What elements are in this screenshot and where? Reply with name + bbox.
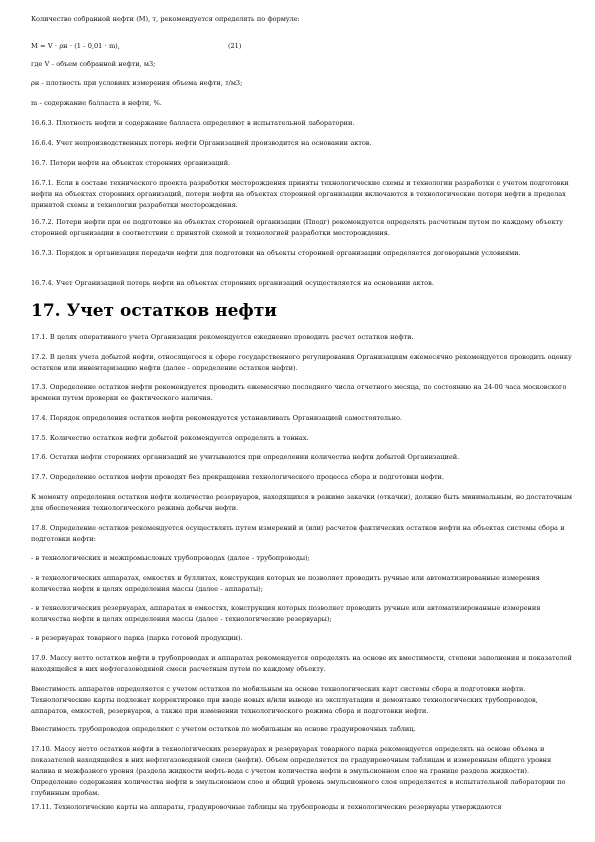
paragraph-17-1: 17.1. В целях оперативного учета Организации рекомендуется ежедневно проводить расчет остатков нефти. [31,333,414,341]
paragraph-16-7-2: 16.7.2. Потери нефти при ее подготовке на объектах сторонней организации (Пподг) рекомендуется определять расчетным путем по каждому объекту сторонней организации в соответствии с принятой схемой и технологией разработки месторождения. [31,218,563,237]
paragraph-17-7: 17.7. Определение остатков нефти проводят без прекращения технологического процесса сбора и подготовки нефти. [31,473,444,481]
paragraph-16-7: 16.7. Потери нефти на объектах сторонних организаций. [31,159,231,167]
paragraph-17-3: 17.3. Определение остатков нефти рекомендуется проводить ежемесячно последнего числа отчетного месяца, по состоянию на 24-00 часа московского времени путем проверки ее фактического наличия. [31,383,567,402]
paragraph-m: m - содержание балласта в нефти, %. [31,99,162,107]
paragraph-17-8: 17.8. Определение остатков рекомендуется осуществлять путем измерений и (или) расчетов фактических остатков нефти на объектах системы сбора и подготовки нефти: [31,524,565,543]
paragraph-rho: ρн - плотность при условиях измерения объема нефти, т/м3; [31,79,243,87]
paragraph-17-2: 17.2. В целях учета добытой нефти, относящегося к сфере государственного регулирования Организациям ежемесячно рекомендуется проводить оценку остатков или инвентаризацию нефти (далее - определение остатков нефти). [31,353,572,372]
list-item-tech-tanks: - в технологических резервуарах, аппаратах и емкостях, конструкция которых позволяет проводить ручные или автоматизированные измерения количества нефти в целях определения массы (далее - технологические резервуары); [31,604,541,623]
formula-line [31,41,573,52]
paragraph-where-v: где V - объем собранной нефти, м3; [31,60,156,68]
paragraph-16-7-1: 16.7.1. Если в составе технического проекта разработки месторождения приняты технологические схемы и технологии разработки с учетом подготовки нефти на объектах сторонних организаций, потери нефти на объектах сторонней организации включаются в технологические потери нефти в пределах принятой схемы и технологии разработки месторождения. [31,179,569,209]
paragraph-16-6-4: 16.6.4. Учет непроизводственных потерь нефти Организацией производится на основании актов. [31,139,372,147]
paragraph-17-11: 17.11. Технологические карты на аппараты, градуировочные таблицы на трубопроводы и технологические резервуары утверждаются [31,803,502,811]
paragraph-17-5: 17.5. Количество остатков нефти добытой рекомендуется определять в тоннах. [31,434,309,442]
paragraph-intro: Количество собранной нефти (М), т, рекомендуется определять по формуле: [31,15,300,23]
section-heading-17: 17. Учет остатков нефти [31,301,277,321]
list-item-pipelines: - в технологических и межпромысловых трубопроводах (далее - трубопроводы); [31,554,310,562]
paragraph-16-6-3: 16.6.3. Плотность нефти и содержание балласта определяют в испытательной лаборатории. [31,119,355,127]
formula: M = V · ρн · (1 - 0,01 · m), [31,42,120,50]
list-item-apparatus: - в технологических аппаратах, емкостях и буллитах, конструкция которых не позволяет проводить ручные или автоматизированные измерения количества нефти в целях определения массы (далее - аппараты); [31,574,540,593]
list-item-commodity-tanks: - в резервуарах товарного парка (парка готовой продукции). [31,634,243,642]
formula-number: (21) [228,42,242,50]
paragraph-16-7-4: 16.7.4. Учет Организацией потерь нефти на объектах сторонних организаций осуществляется на основании актов. [31,279,434,287]
paragraph-17-7-continued: К моменту определения остатков нефти количество резервуаров, находящихся в режиме закачки (откачки), должно быть минимальным, но достаточным для обеспечения технологического режима добычи нефти. [31,493,572,512]
paragraph-17-9-capacity: Вместимость аппаратов определяется с учетом остатков по мобильным на основе технологических карт системы сбора и подготовки нефти. Технологические карты подлежат корректировке при вводе новых и/или выводе из эксплуатации и демонтаже технологических трубопроводов, аппаратов, емкостей, резервуаров, а также при изменении технологического режима сбора и подготовки нефти. [31,685,538,715]
paragraph-17-10: 17.10. Массу нетто остатков нефти в технологических резервуарах и резервуарах товарного парка рекомендуется определять на основе объема и показателей находящейся в них нефтегазоводяной смеси (нефти). Объем определяется по градуировочным таблицам и измеренным общего уровня налива и межфазного уровня (раздела жидкости нефть-вода с учетом количества нефти в эмульсионном слое на границе раздела жидкости). Определение содержания количества нефти в эмульсионном слое и общий уровень эмульсионного слоя определяется в испытательной лаборатории по глубинным пробам. [31,745,566,797]
paragraph-16-7-3: 16.7.3. Порядок и организация передачи нефти для подготовки на объекты сторонней организации определяется договорными условиями. [31,249,521,257]
paragraph-17-4: 17.4. Порядок определения остатков нефти рекомендуется устанавливать Организацией самостоятельно. [31,414,402,422]
paragraph-17-9: 17.9. Массу нетто остатков нефти в трубопроводах и аппаратах рекомендуется определять на основе их вместимости, степени заполнения и показателей находящейся в них нефтегазоводяной смеси расчетным путем по каждому объекту. [31,654,572,673]
paragraph-17-9-pipelines: Вместимость трубопроводов определяют с учетом остатков по мобильным на основе градуировочных таблиц. [31,725,416,733]
paragraph-17-6: 17.6. Остатки нефти сторонних организаций не учитываются при определении количества нефти добытой Организацией. [31,453,460,461]
